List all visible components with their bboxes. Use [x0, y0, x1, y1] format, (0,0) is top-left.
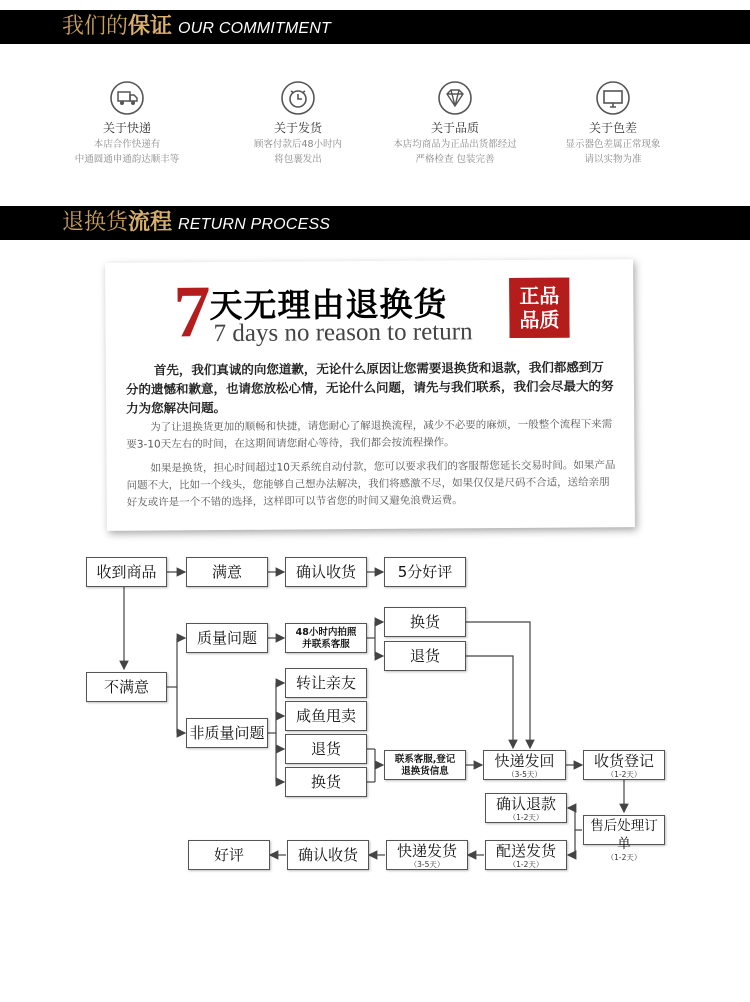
tips-paragraph: 如果是换货，担心时间超过10天系统自动付款，您可以要求我们的客服帮您延长交易时间。如果产品问题不大，比如一个线头，您能够自己想办法解决，我们将感激不尽，如果仅仅是尺码不合适，送给亲朋好友或许是一个不错的选择，这样即可以节省您的时间又避免浪费运费。	[126, 459, 616, 509]
commitment-heading: 关于品质	[430, 121, 479, 135]
exchange-node: 换货	[384, 607, 466, 637]
refund-node-2: 退货	[285, 734, 367, 764]
apology-paragraph: 首先，我们真诚的向您道歉，无论什么原因让您需要退换货和退款，我们都感到万分的遗憾和歉意，也请您放松心情，无论什么问题，请先与我们联系，我们会尽最大的努力为您解决问题。	[125, 359, 614, 416]
unsatisfied-node: 不满意	[86, 672, 167, 702]
transfer-friends-node: 转让亲友	[285, 668, 367, 698]
headline-english: 7 days no reason to return	[213, 318, 473, 348]
refund-node: 退货	[384, 641, 466, 671]
commitment-heading: 关于发货	[273, 121, 322, 135]
five-star-review-node: 5分好评	[384, 557, 466, 587]
commitment-desc: 严格检查 包装完善	[415, 154, 495, 165]
contact-register-node: 联系客服,登记 退换货信息	[384, 750, 466, 780]
exchange-node-2: 换货	[285, 767, 367, 797]
quality-issue-node: 质量问题	[186, 623, 268, 653]
commitment-desc: 将包裹发出	[274, 154, 322, 165]
genuine-badge: 正品 品质	[509, 278, 569, 338]
photo-contact-node: 48小时内拍照 并联系客服	[285, 623, 367, 653]
seven-numeral: 7	[173, 271, 211, 354]
delivery-node: 配送发货 （1-2天）	[485, 840, 567, 870]
process-paragraph: 为了让退换货更加的顺畅和快捷，请您耐心了解退换流程，减少不必要的麻烦，一般整个流程下来需要3-10天左右的时间，在这期间请您耐心等待，我们都会按流程操作。	[126, 418, 613, 451]
received-goods-node: 收到商品	[86, 557, 167, 587]
commitment-desc: 顾客付款后48小时内	[253, 139, 343, 150]
confirm-receipt-node-2: 确认收货	[287, 840, 369, 870]
satisfied-node: 满意	[186, 557, 268, 587]
commitment-desc: 本店均商品为正品出货都经过	[393, 139, 517, 150]
commitment-desc: 显示器色差属正常现象	[565, 139, 661, 150]
good-review-node: 好评	[188, 840, 270, 870]
confirm-receipt-node: 确认收货	[285, 557, 367, 587]
receipt-register-node: 收货登记 （1-2天）	[583, 750, 665, 780]
after-sales-node: 售后处理订单 （1-2天）	[583, 815, 665, 845]
commitment-heading: 关于色差	[588, 121, 637, 135]
commitment-desc: 请以实物为准	[584, 154, 642, 165]
commitment-title: 我们的保证 OUR COMMITMENT	[62, 14, 332, 39]
non-quality-issue-node: 非质量问题	[186, 718, 268, 748]
resell-node: 咸鱼甩卖	[285, 701, 367, 731]
commitment-desc: 本店合作快递有	[93, 139, 161, 150]
express-ship-node: 快递发货 （3-5天）	[386, 840, 468, 870]
confirm-refund-node: 确认退款 （1-2天）	[485, 793, 567, 823]
express-return-node: 快递发回 （3-5天）	[483, 750, 566, 780]
commitment-desc: 中通圆通申通韵达顺丰等	[74, 154, 180, 165]
return-title: 退换货流程 RETURN PROCESS	[62, 210, 331, 235]
headline: 天无理由退换货	[209, 284, 448, 326]
commitment-heading: 关于快递	[102, 121, 151, 135]
